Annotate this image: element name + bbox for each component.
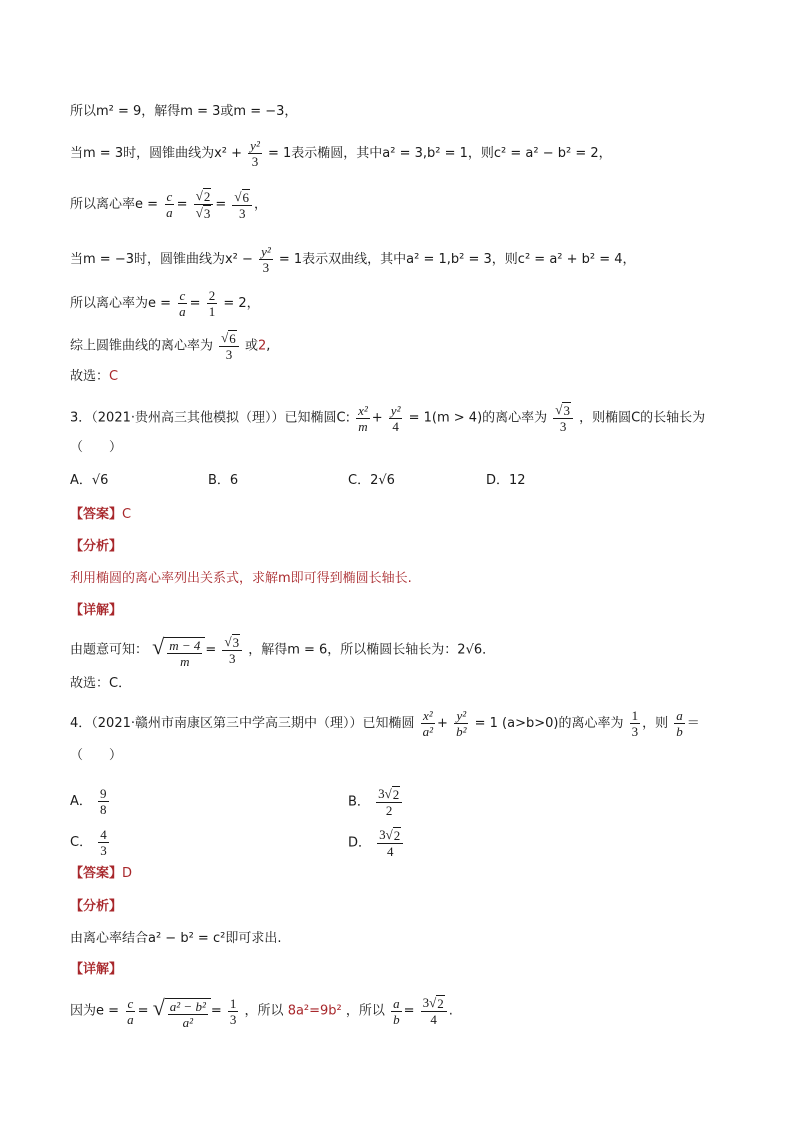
text: 综上圆锥曲线的离心率为 (70, 338, 214, 354)
fraction-sqrt3-over-3: √ 3 3 (553, 402, 573, 434)
text: 所以m² = 9，解得m = 3或m = −3， (70, 104, 298, 119)
text: 由题意可知： (70, 642, 149, 658)
fraction-y2-over-3: $\frac{\text{y²}}{3}$ (261, 244, 271, 275)
fraction-a-over-b: $\frac{a}{b}$ (676, 708, 683, 739)
fraction-3sqrt2-over-4: 3 √ 2 4 (421, 995, 447, 1027)
fraction-y2-over-3: $\frac{\text{y²}}{3}$ (250, 138, 260, 169)
fraction-c-over-a: $\frac{c}{a}$ (166, 189, 173, 220)
fraction-4-over-3: $\frac{4}{3}$ (100, 827, 107, 858)
text: （ ） (70, 748, 123, 763)
fraction-a-over-b: $\frac{a}{b}$ (393, 995, 400, 1027)
q4-option-d (348, 827, 405, 859)
text: 故选：C． (70, 676, 132, 691)
text: ＝ (686, 716, 700, 731)
q4-option-c (70, 827, 111, 858)
question-3-paren (70, 438, 122, 458)
fraction-x2-over-a2: $\frac{\text{x²}}{\text{a²}}$ (422, 708, 434, 739)
text: B． (348, 794, 370, 810)
text: C． (70, 835, 93, 850)
solution-line-2 (70, 138, 612, 169)
q4-detail-label (70, 960, 122, 980)
fraction-sqrt2-over-sqrt3: √ 2 √ 3 (194, 188, 214, 221)
text: = 1(m > 4)的离心率为 (408, 410, 548, 426)
solution-line-3: 所以离心率e = $\frac{c}{a}$ = √ 2 √ 3 = √ 6 3 ， (70, 188, 268, 221)
solution-line-7 (70, 367, 118, 387)
fraction-c-over-a: $\frac{c}{a}$ (179, 288, 186, 319)
fraction-c-over-a: $\frac{c}{a}$ (127, 995, 134, 1027)
q3-answer (70, 505, 131, 525)
fraction-y2-over-4: $\frac{\text{y²}}{4}$ (390, 402, 401, 434)
q3-option-a (70, 471, 108, 491)
q4-answer (70, 864, 132, 884)
q3-option-c (348, 471, 395, 491)
solution-line-5: 所以离心率为e = $\frac{c}{a}$ = $\frac{2}{1}$ = 2， (70, 288, 260, 319)
q4-analysis-label (70, 897, 122, 917)
fraction-m-4-over-m: $\frac{m - 4}{m}$ (169, 637, 201, 669)
text: 由离心率结合a² − b² = c²即可求出. (70, 931, 282, 946)
fraction-x2-over-m: $\frac{\text{x²}}{m}$ (358, 402, 368, 434)
text: 【详解】 (70, 962, 123, 977)
text: 所以离心率为e = (70, 296, 172, 311)
q3-detail: 由题意可知： √ $\frac{m - 4}{m}$ = √ 3 3 ，解得m = 6，所以椭圆长轴长为：2√6． (70, 633, 496, 669)
q4-detail: 因为e = $\frac{c}{a}$ = √ $\frac{\text{a² − b²}}{\text{a²}}$ = $\frac{1}{3}$ ，所以 8a²=9b² ，所以 $\frac{a}{b}$ = 3 √ 2 4 . (70, 994, 453, 1030)
solution-line-6 (70, 330, 270, 362)
text: C．2√6 (348, 473, 395, 488)
text: 所以离心率e = (70, 197, 159, 212)
q3-analysis (70, 569, 412, 589)
answer-label: 【答案】 (70, 507, 123, 522)
text: . (448, 1003, 453, 1019)
question-4-paren (70, 746, 122, 766)
text: ，所以 (244, 1003, 284, 1019)
text: 8a²=9b² (287, 1003, 342, 1019)
text: = 1 (a>b>0)的离心率为 (474, 716, 624, 731)
solution-line-4 (70, 244, 636, 275)
fraction-1-over-3: $\frac{1}{3}$ (631, 708, 639, 739)
text: D． (348, 835, 372, 851)
text: 故选： (70, 369, 110, 384)
fraction-1-over-3: $\frac{1}{3}$ (229, 995, 237, 1027)
answer-value: C (122, 507, 132, 522)
text: B．6 (208, 473, 239, 488)
fraction-sqrt3-over-3: √ 3 3 (222, 634, 242, 666)
fraction-y2-over-b2: $\frac{\text{y²}}{\text{b²}}$ (456, 708, 467, 739)
text: ，解得m = 6，所以椭圆长轴长为：2√6． (248, 642, 496, 658)
q3-option-b (208, 471, 238, 491)
text: 利用椭圆的离心率列出关系式，求解m即可得到椭圆长轴长. (70, 571, 412, 586)
question-4-stem: 4．（2021·赣州市南康区第三中学高三期中（理））已知椭圆 $\frac{\text{x²}}{\text{a²}}$ + $\frac{\text{y²}}{\text{b²}}$ = 1 (a>b>0)的离心率为 $\frac{1}{3}$ ，则 $\frac{a}{b}$ ＝ (70, 708, 700, 739)
text: 4．（2021·赣州市南康区第三中学高三期中（理））已知椭圆 (70, 716, 415, 731)
text: 2 (257, 338, 267, 354)
text: = 1表示双曲线，其中a² = 1,b² = 3，则c² = a² + b² = 4， (278, 252, 636, 267)
text: 【分析】 (70, 539, 123, 554)
text: = 2， (223, 296, 260, 311)
text: 或 (244, 338, 258, 354)
fraction-sqrt6-over-3: √ 6 3 (232, 189, 252, 221)
answer-label: 【答案】 (70, 866, 123, 881)
q4-option-a (70, 786, 111, 817)
text: ，则 (642, 716, 669, 731)
text: C (109, 369, 119, 384)
q3-option-d (486, 471, 526, 491)
solution-line-1 (70, 102, 297, 122)
answer-value: D (122, 866, 133, 881)
text: 【详解】 (70, 603, 123, 618)
text: D．12 (486, 473, 526, 488)
question-3-stem: 3．（2021·贵州高三其他模拟（理））已知椭圆C: $\frac{\text{x²}}{m}$ + $\frac{\text{y²}}{4}$ = 1(m > 4)的离心率为 √ 3 3 ，则椭圆C的长轴长为 (70, 402, 706, 434)
text: 当m = 3时，圆锥曲线为x² + (70, 146, 243, 161)
text: A．√6 (70, 473, 109, 488)
text: ，则椭圆C的长轴长为 (579, 410, 706, 426)
fraction-3sqrt2-over-2: 3 √ 2 2 (376, 786, 402, 818)
fraction-2-over-1: $\frac{2}{1}$ (208, 288, 216, 319)
text: A． (70, 794, 92, 809)
text: 当m = −3时，圆锥曲线为x² − (70, 252, 253, 267)
fraction-3sqrt2-over-4: 3 √ 2 4 (377, 827, 403, 859)
text: ，所以 (345, 1003, 385, 1019)
text: = 1表示椭圆，其中a² = 3,b² = 1，则c² = a² − b² = 2， (267, 146, 612, 161)
sqrt-expression: √ $\frac{m - 4}{m}$ (152, 637, 205, 669)
fraction-a2-b2-over-a2: $\frac{\text{a² − b²}}{\text{a²}}$ (169, 998, 206, 1030)
text: （ ） (70, 440, 123, 455)
fraction-9-over-8: $\frac{9}{8}$ (100, 786, 107, 817)
text: 【分析】 (70, 899, 123, 914)
text: 因为e = (70, 1003, 120, 1019)
fraction-sqrt6-over-3: √ 6 3 (219, 330, 239, 362)
q3-detail-label (70, 601, 122, 621)
sqrt-expression: √ $\frac{\text{a² − b²}}{\text{a²}}$ (153, 998, 211, 1030)
q4-option-b (348, 786, 404, 818)
q4-analysis (70, 929, 281, 949)
q3-analysis-label (70, 537, 122, 557)
text: 3．（2021·贵州高三其他模拟（理））已知椭圆C: (70, 410, 350, 426)
text: , (266, 338, 271, 354)
q3-conclusion (70, 674, 131, 694)
